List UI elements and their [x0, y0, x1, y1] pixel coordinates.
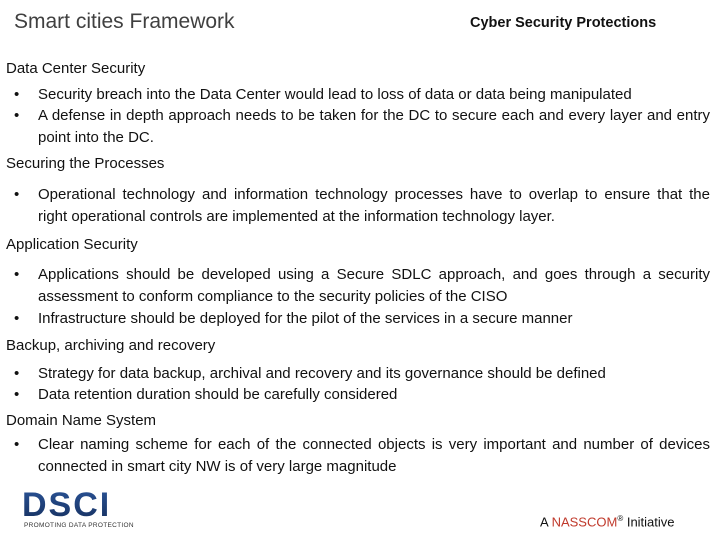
- footer-prefix: A: [540, 514, 552, 530]
- section-heading-application: Application Security: [6, 236, 138, 253]
- list-item: • Data retention duration should be carefully considered: [14, 384, 710, 406]
- section-heading-processes: Securing the Processes: [6, 155, 165, 172]
- bullet-icon: •: [14, 436, 20, 453]
- page-title: Smart cities Framework: [14, 10, 235, 33]
- section-heading-backup: Backup, archiving and recovery: [6, 337, 216, 354]
- bullet-icon: •: [14, 186, 20, 203]
- footer-reg: ®: [617, 514, 624, 523]
- bullet-icon: •: [14, 86, 20, 103]
- list-item: • Clear naming scheme for each of the connected objects is very important and number of devices connected in smart city NW is of very large magnitude: [14, 434, 710, 478]
- page-subtitle: Cyber Security Protections: [470, 15, 657, 31]
- bullet-icon: •: [14, 266, 20, 283]
- bullet-icon: •: [14, 386, 20, 403]
- footer-initiative: [540, 514, 675, 529]
- bullet-icon: •: [14, 310, 20, 327]
- logo-tagline: PROMOTING DATA PROTECTION: [24, 522, 134, 529]
- footer-brand: NASSCOM: [551, 514, 618, 530]
- list-item: • A defense in depth approach needs to be taken for the DC to secure each and every layer and entry point into the DC.: [14, 105, 710, 149]
- bullet-icon: •: [14, 365, 20, 382]
- section-heading-data-center: Data Center Security: [6, 60, 146, 77]
- list-item: • Security breach into the Data Center would lead to loss of data or data being manipulated: [14, 84, 710, 106]
- footer-suffix: Initiative: [623, 514, 675, 530]
- list-item: • Strategy for data backup, archival and recovery and its governance should be defined: [14, 363, 710, 385]
- section-heading-dns: Domain Name System: [6, 412, 157, 429]
- bullet-icon: •: [14, 107, 20, 124]
- list-item: • Infrastructure should be deployed for the pilot of the services in a secure manner: [14, 308, 710, 330]
- list-item: • Applications should be developed using a Secure SDLC approach, and goes through a security assessment to conform compliance to the security policies of the CISO: [14, 264, 710, 308]
- logo-text: DSCI: [22, 486, 112, 524]
- list-item: • Operational technology and information technology processes have to overlap to ensure that the right operational controls are implemented at the information technology layer.: [14, 184, 710, 228]
